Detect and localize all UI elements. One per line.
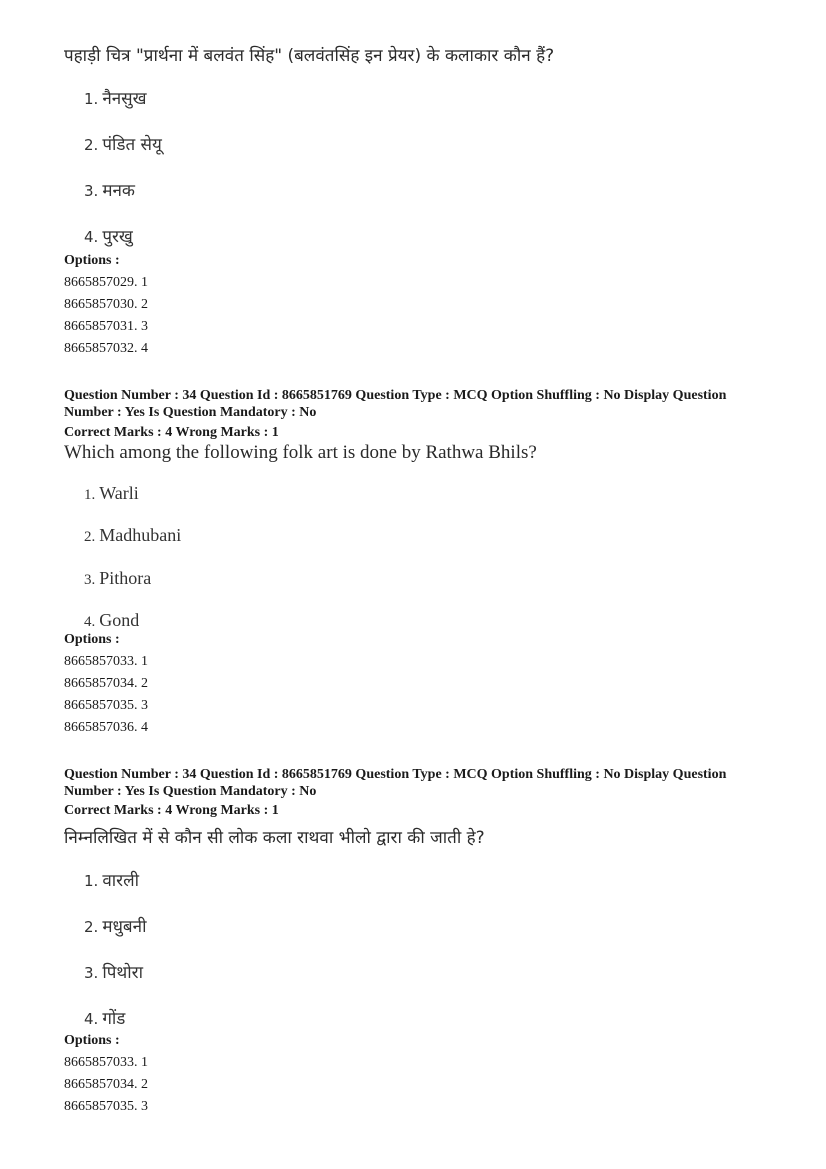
answer-option-2: 2. मधुबनी (84, 917, 147, 937)
option-id: 8665857034. 2 (64, 1077, 148, 1092)
option-id: 8665857034. 2 (64, 676, 148, 691)
option-id: 8665857030. 2 (64, 297, 148, 312)
question-text-hindi-1: पहाड़ी चित्र "प्रार्थना में बलवंत सिंह" (बलवंतसिंह इन प्रेयर) के कलाकार कौन हैं? (64, 46, 555, 66)
answer-option-2: 2. पंडित सेयू (84, 135, 162, 155)
answer-option-4: 4. गोंड (84, 1009, 126, 1029)
option-id: 8665857032. 4 (64, 341, 148, 356)
option-id: 8665857031. 3 (64, 319, 148, 334)
answer-option-1: 1. वारली (84, 871, 140, 891)
option-id: 8665857033. 1 (64, 654, 148, 669)
option-id: 8665857036. 4 (64, 720, 148, 735)
answer-option-1: 1. Warli (84, 483, 139, 503)
question-text-english: Which among the following folk art is done by Rathwa Bhils? (64, 442, 537, 463)
question-text-hindi-2: निम्नलिखित में से कौन सी लोक कला राथवा भीलो द्वारा की जाती हे? (64, 828, 485, 848)
answer-option-4: 4. पुरखु (84, 227, 133, 247)
option-id: 8665857035. 3 (64, 698, 148, 713)
answer-option-1: 1. नैनसुख (84, 89, 147, 109)
option-id: 8665857033. 1 (64, 1055, 148, 1070)
options-label: Options : (64, 1033, 120, 1048)
question-meta: Question Number : 34 Question Id : 8665851769 Question Type : MCQ Option Shuffling : No Display Question Number : Yes Is Question Mandatory : No (64, 388, 727, 420)
answer-option-3: 3. Pithora (84, 568, 152, 588)
marks-line: Correct Marks : 4 Wrong Marks : 1 (64, 803, 279, 818)
answer-option-4: 4. Gond (84, 610, 140, 630)
answer-option-2: 2. Madhubani (84, 525, 182, 545)
marks-line: Correct Marks : 4 Wrong Marks : 1 (64, 425, 279, 440)
answer-option-3: 3. पिथोरा (84, 963, 143, 983)
option-id: 8665857029. 1 (64, 275, 148, 290)
options-label: Options : (64, 632, 120, 647)
option-id: 8665857035. 3 (64, 1099, 148, 1114)
question-meta: Question Number : 34 Question Id : 8665851769 Question Type : MCQ Option Shuffling : No Display Question Number : Yes Is Question Mandatory : No (64, 767, 727, 799)
options-label: Options : (64, 253, 120, 268)
answer-option-3: 3. मनक (84, 181, 135, 201)
